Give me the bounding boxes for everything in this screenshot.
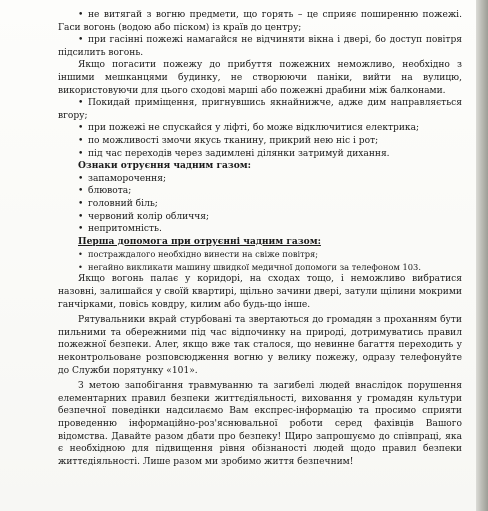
symptom-text: непритомність. [88,224,162,235]
bullet-icon: • [78,186,84,197]
list-item [58,9,462,34]
list-item [58,173,462,186]
section-heading: Ознаки отруєння чадним газом: [78,160,252,172]
list-item [58,211,462,224]
paragraph-text: при гасінні пожежі намагайся не відчиняти вікна і двері, бо доступ повітря підсилить вогонь. [58,35,462,58]
bullet-icon: • [78,135,84,146]
bullet-icon: • [78,148,84,159]
list-item [58,198,462,211]
symptom-text: блювота; [88,186,132,197]
paragraph-text: по можливості змочи якусь тканину, прикрий нею ніс і рот; [88,135,379,146]
bullet-icon: • [78,35,84,46]
bullet-icon: • [78,211,84,222]
bullet-icon: • [78,10,84,20]
paragraph: З метою запобігання травмуванню та загибелі людей внаслідок порушення елементарних правил безпеки життєдіяльності, виховання у громадян культури безпечної поведінки надсилаємо Вам експрес-інформацію та просимо сприяти проведенню інформаційно-роз'яснювальної роботи серед фахівців Вашого відомства. Давайте разом дбати про безпеку! Щиро запрошуємо до співпраці, яка є необхідною для підвищення рівня обізнаності людей щодо правил безпеки життєдіяльності. Лише разом ми зробимо життя безпечним! [58,381,462,467]
paragraph: Якщо погасити пожежу до прибуття пожежних неможливо, необхідно з іншими мешканцями будинку, не створюючи паніки, вийти на вулицю, використовуючи для цього сходові марші або пожежні драбини між балконами. [58,60,462,96]
symptom-text: запаморочення; [88,173,167,184]
bullet-icon: • [78,261,83,272]
paragraph-text: при пожежі не спускайся у ліфті, бо може відключитися електрика; [88,123,420,134]
bullet-icon: • [78,173,84,184]
list-item [58,248,462,261]
list-item [58,185,462,198]
document-body [58,9,462,468]
bullet-icon: • [78,249,83,260]
bullet-icon: • [78,123,84,134]
paragraph-text: Покидай приміщення, пригнувшись якнайнижче, адже дим направляється вгору; [58,98,462,121]
list-item [58,223,462,236]
symptom-text: головний біль; [88,198,158,209]
list-item [58,34,462,59]
list-item [58,261,462,274]
aid-text: постраждалого необхідно винести на свіже повітря; [88,249,319,260]
paragraph: Рятувальники вкрай стурбовані та звертаються до громадян з проханням бути пильними та обережними під час відпочинку на природі, дотримуватись правил пожежної безпеки. Алеr, якщо вже так сталося, що невинне багаття переходить у неконтрольоване розповсюдження вогню у велику пожежу, одразу телефонуйте до Служби порятунку «101». [58,315,462,376]
bullet-icon: • [78,198,84,209]
paragraph: Якщо вогонь палає у коридорі, на сходах тощо, і неможливо вибратися назовні, залишайся у своїй квартирі, щільно зачини двері, затули щілини мокрими ганчірками, повісь ковдру, килим або будь-що інше. [58,274,462,310]
list-item [58,148,462,161]
section-heading: Перша допомога при отруєнні чадним газом: [78,235,321,247]
symptom-text: червоний колір обличчя; [88,211,210,222]
aid-text: негайно викликати машину швидкої медичної допомоги за телефоном 103. [88,261,421,272]
list-item [58,135,462,148]
list-item [58,122,462,135]
list-item [58,97,462,122]
paragraph-text: не витягай з вогню предмети, що горять – це сприяє поширенню пожежі. Гаси вогонь (водою або піском) із країв до центру; [58,10,462,33]
bullet-icon: • [78,224,84,235]
paragraph-text: під час переходів через задимлені ділянки затримуй дихання. [88,148,390,159]
bullet-icon: • [78,98,84,109]
page-fold-shadow [476,0,488,511]
